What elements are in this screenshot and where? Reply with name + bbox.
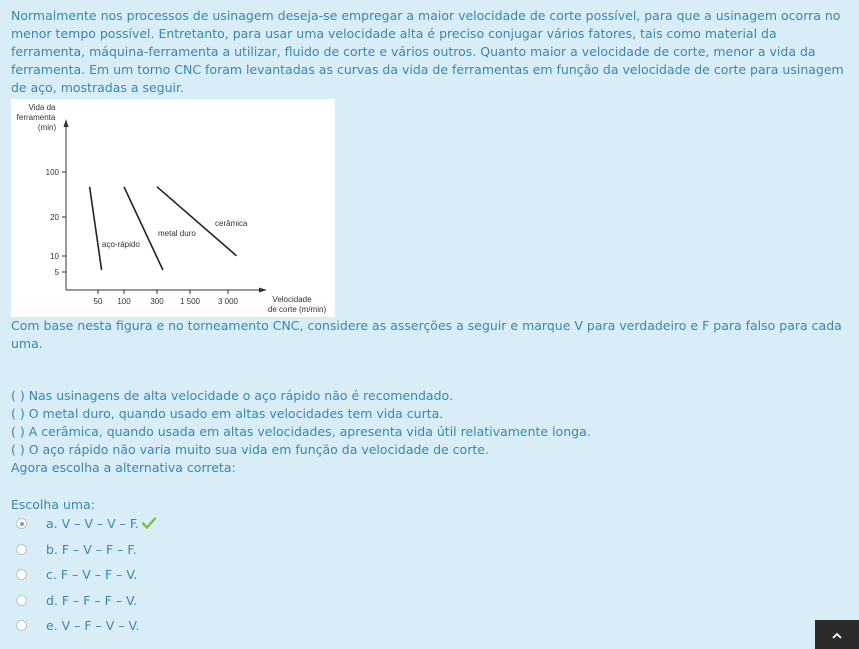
series-line-1 [90,187,102,270]
scroll-to-top-button[interactable] [815,620,859,649]
radio-option-d[interactable] [16,595,27,606]
x-tick-label: 3 000 [217,297,239,306]
assertion-1: ( ) Nas usinagens de alta velocidade o aço rápido não é recomendado. [11,388,453,403]
radio-option-e[interactable] [16,620,27,631]
y-axis-arrow [64,119,69,127]
choose-label: Escolha uma: [11,497,95,512]
option-b[interactable] [11,540,411,566]
assertion-4: ( ) O aço rápido não varia muito sua vida em função da velocidade de corte. [11,442,489,457]
option-c[interactable] [11,565,411,591]
series-label-2: metal duro [158,229,196,238]
x-axis-label-line2: de corte (m/min) [267,305,327,314]
series-label-3: cerâmica [215,219,248,228]
x-tick-label: 300 [150,297,164,306]
option-a[interactable] [11,514,411,540]
tool-life-chart [11,99,335,317]
chevron-up-icon [832,632,842,639]
y-axis-label-line2: ferramenta [16,113,56,122]
y-tick-label: 20 [50,213,59,222]
y-axis-label-line3: (min) [37,123,57,132]
option-e[interactable] [11,616,411,642]
y-tick-label: 100 [45,168,59,177]
x-axis-arrow [259,288,267,293]
assertion-3: ( ) A cerâmica, quando usada em altas velocidades, apresenta vida útil relativamente longa. [11,424,591,439]
answer-options [11,514,411,642]
question-prompt: Agora escolha a alternativa correta: [11,460,236,475]
radio-option-a[interactable] [16,518,27,529]
chart-svg [11,99,335,317]
y-tick-label: 5 [54,268,59,277]
radio-option-c[interactable] [16,569,27,580]
option-e-label[interactable]: e. V – F – V – V. [46,618,140,633]
x-axis-label-line1: Velocidade [272,295,312,304]
option-a-label[interactable]: a. V – V – V – F. [46,516,140,531]
x-tick-label: 100 [117,297,131,306]
x-tick-label: 50 [93,297,103,306]
option-d-label[interactable]: d. F – F – F – V. [46,592,137,608]
assertions-list [11,387,851,477]
y-axis-label-line1: Vida da [28,103,56,112]
option-b-label[interactable]: b. F – V – F – F. [46,541,137,557]
assertion-2: ( ) O metal duro, quando usado em altas velocidades tem vida curta. [11,406,444,421]
check-icon [142,517,156,529]
series-label-1: aço-rápido [102,240,140,249]
question-after-figure: Com base nesta figura e no torneamento CNC, considere as asserções a seguir e marque V para verdadeiro e F para falso para cada uma. [11,318,842,351]
question-intro: Normalmente nos processos de usinagem deseja-se empregar a maior velocidade de corte possível, para que a usinagem ocorra no menor tempo possível. Entretanto, para usar uma velocidade alta é preciso conjugar vários fatores, tais como material da ferramenta, máquina-ferramenta a utilizar, fluido de corte e vários outros. Quanto maior a velocidade de corte, menor a vida da ferramenta. Em um torno CNC foram levantadas as curvas da vida de ferramentas em função da velocidade de corte para usinagem de aço, mostradas a seguir. [11,8,844,95]
x-tick-label: 1 500 [179,297,201,306]
option-d[interactable] [11,591,411,617]
y-tick-label: 10 [50,252,59,261]
radio-option-b[interactable] [16,544,27,555]
option-c-label[interactable]: c. F – V – F – V. [46,567,138,582]
